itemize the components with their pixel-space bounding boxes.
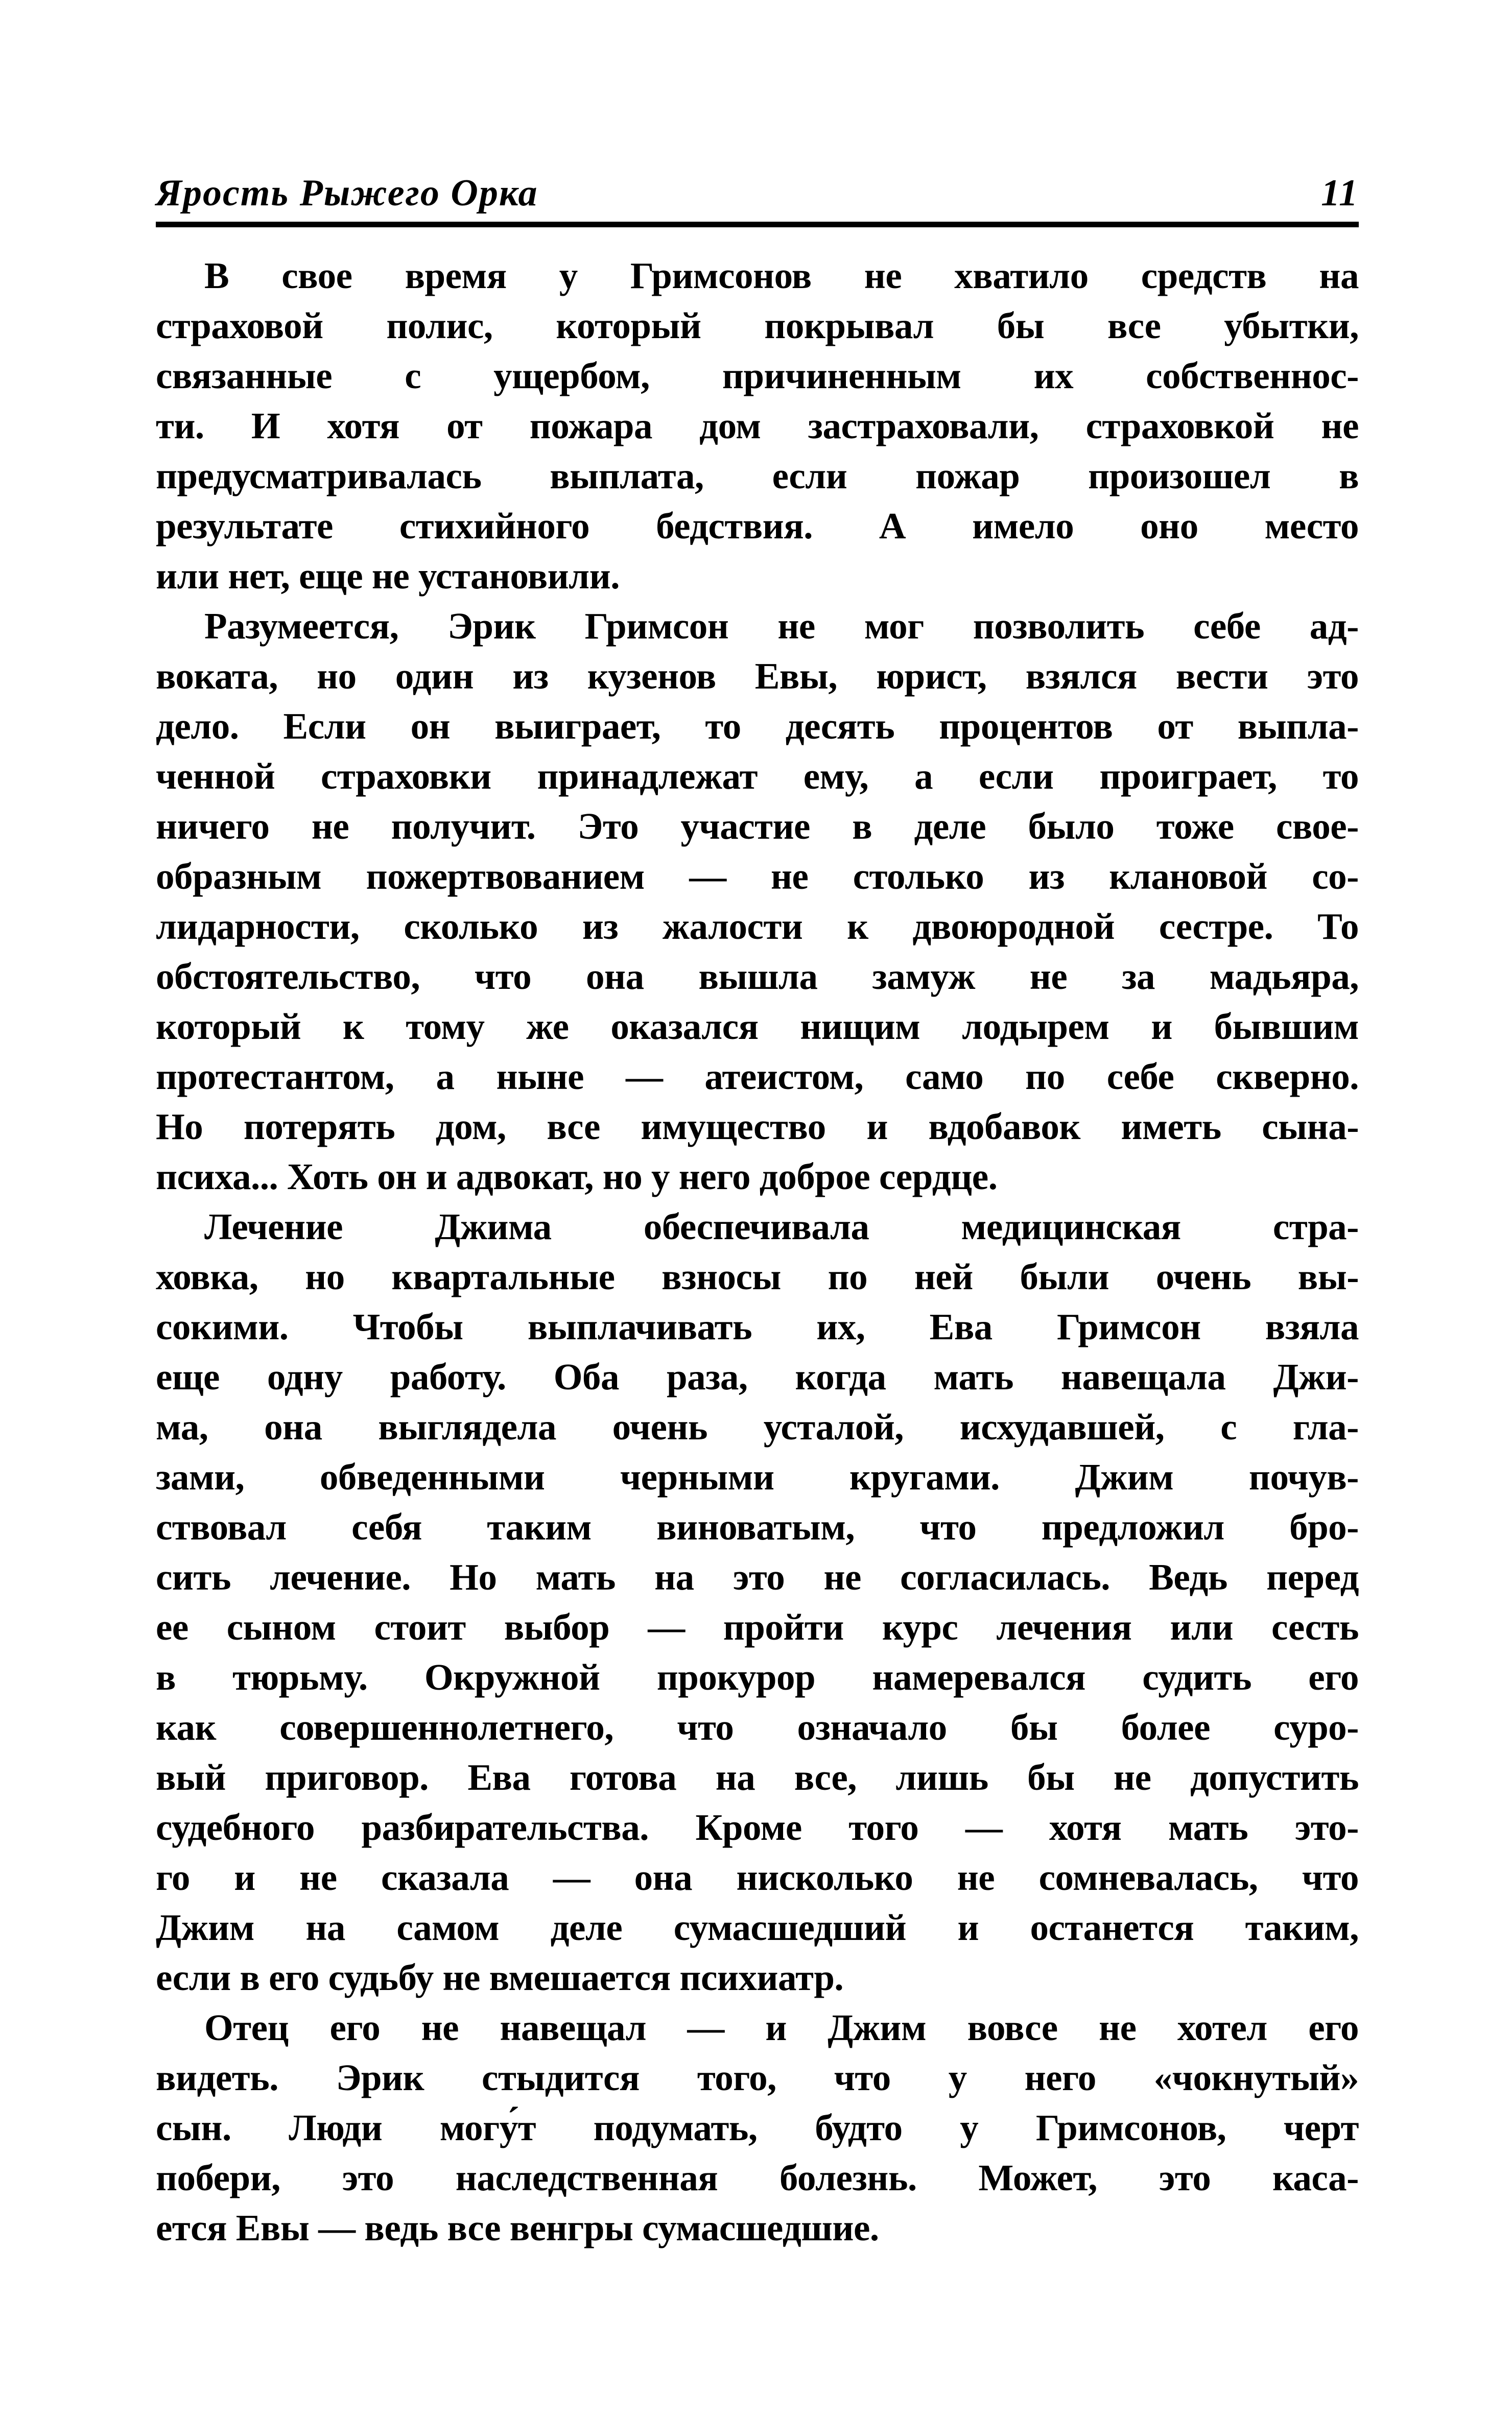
page-content — [156, 0, 1359, 2253]
text-line: образным пожертвованием — не столько из клановой со- — [156, 856, 1359, 897]
text-line: в тюрьму. Окружной прокурор намеревался судить его — [156, 1656, 1359, 1698]
text-line: ется Евы — ведь все венгры сумасшедшие. — [156, 2207, 879, 2248]
text-line: обстоятельство, что она вышла замуж не за мадьяра, — [156, 956, 1359, 997]
text-line: ховка, но квартальные взносы по ней были очень вы- — [156, 1256, 1359, 1297]
text-line: как совершеннолетнего, что означало бы более суро- — [156, 1707, 1359, 1748]
text-line: сын. Люди могу́т подумать, будто у Гримсонов, черт — [156, 2107, 1359, 2148]
text-line: го и не сказала — она нисколько не сомневалась, что — [156, 1857, 1359, 1898]
text-line: ти. И хотя от пожара дом застраховали, страховкой не — [156, 405, 1359, 446]
text-line: Но потерять дом, все имущество и вдобавок иметь сына- — [156, 1106, 1359, 1147]
text-line: или нет, еще не установили. — [156, 555, 620, 597]
text-line: результате стихийного бедствия. А имело оно место — [156, 505, 1359, 547]
text-line: ствовал себя таким виноватым, что предложил бро- — [156, 1506, 1359, 1548]
running-header — [156, 172, 1359, 215]
text-line: ее сыном стоит выбор — пройти курс лечения или сесть — [156, 1606, 1359, 1648]
text-line: ничего не получит. Это участие в деле было тоже свое- — [156, 806, 1359, 847]
text-line: дело. Если он выиграет, то десять процентов от выпла- — [156, 705, 1359, 747]
text-line: Лечение Джима обеспечивала медицинская стра- — [204, 1206, 1359, 1247]
text-line: связанные с ущербом, причиненным их собственнос- — [156, 355, 1359, 396]
text-line: который к тому же оказался нищим лодырем и бывшим — [156, 1006, 1359, 1047]
header-rule — [156, 222, 1359, 227]
text-line: протестантом, а ныне — атеистом, само по себе скверно. — [156, 1056, 1359, 1097]
page-body — [156, 251, 1359, 2253]
text-line: воката, но один из кузенов Евы, юрист, взялся вести это — [156, 655, 1359, 697]
text-line: сить лечение. Но мать на это не согласилась. Ведь перед — [156, 1556, 1359, 1598]
text-line: зами, обведенными черными кругами. Джим почув- — [156, 1456, 1359, 1498]
text-line: Отец его не навещал — и Джим вовсе не хотел его — [204, 2007, 1359, 2048]
text-line: вый приговор. Ева готова на все, лишь бы не допустить — [156, 1757, 1359, 1798]
text-line: сокими. Чтобы выплачивать их, Ева Гримсон взяла — [156, 1306, 1359, 1347]
text-line: предусматривалась выплата, если пожар произошел в — [156, 455, 1359, 496]
page-number: 11 — [1321, 172, 1359, 214]
text-line: судебного разбирательства. Кроме того — хотя мать это- — [156, 1807, 1359, 1848]
text-line: видеть. Эрик стыдится того, что у него «чокнутый» — [156, 2057, 1359, 2098]
text-line: ченной страховки принадлежат ему, а если проиграет, то — [156, 755, 1359, 797]
text-line: психа... Хоть он и адвокат, но у него доброе сердце. — [156, 1156, 998, 1197]
text-line: страховой полис, который покрывал бы все убытки, — [156, 305, 1359, 346]
text-line: Джим на самом деле сумасшедший и останется таким, — [156, 1907, 1359, 1948]
text-line: побери, это наследственная болезнь. Может, это каса- — [156, 2157, 1359, 2198]
text-line: ма, она выглядела очень усталой, исхудавшей, с гла- — [156, 1406, 1359, 1448]
text-line: лидарности, сколько из жалости к двоюродной сестре. То — [156, 906, 1359, 947]
text-line: еще одну работу. Оба раза, когда мать навещала Джи- — [156, 1356, 1359, 1398]
text-line: если в его судьбу не вмешается психиатр. — [156, 1957, 844, 1998]
text-line: Разумеется, Эрик Гримсон не мог позволить себе ад- — [204, 605, 1359, 647]
book-title: Ярость Рыжего Орка — [156, 172, 538, 214]
text-line: В свое время у Гримсонов не хватило средств на — [204, 255, 1359, 296]
